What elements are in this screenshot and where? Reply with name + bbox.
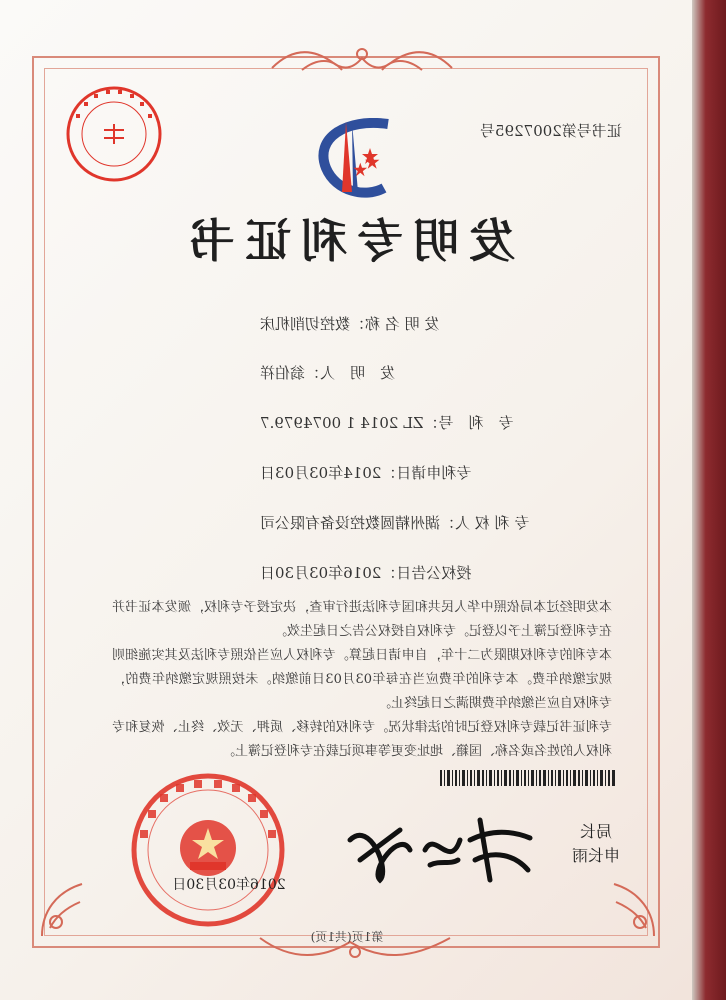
- top-ornament-icon: [262, 44, 462, 78]
- body-paragraph: 本发明经过本局依照中华人民共和国专利法进行审查，决定授予专利权，颁发本证书并在专利登记簿上予以登记。专利权自授权公告之日起生效。: [112, 600, 612, 639]
- director-title: 局长: [580, 822, 613, 841]
- body-paragraph: 专利证书记载专利权登记时的法律状况。专利权的转移、质押、无效、终止、恢复和专利权人的姓名或名称、国籍、地址变更等事项记载在专利登记簿上。: [112, 720, 612, 759]
- field-label: 授权公告日：: [381, 564, 472, 582]
- field-value: 2016年03月30日: [260, 564, 382, 582]
- official-seal-icon: [128, 770, 288, 930]
- seal-date: 2016年03月30日: [172, 877, 286, 893]
- field-value: 翁伯祥: [260, 364, 306, 382]
- field-label: 专 利 号：: [423, 414, 514, 432]
- barcode-icon: [440, 770, 616, 786]
- document-binding-edge: [692, 0, 726, 1000]
- field-patent-number: [260, 412, 620, 433]
- director-name: 申长雨: [572, 846, 621, 865]
- field-application-date: [260, 462, 620, 483]
- field-value: 2014年03月03日: [260, 464, 382, 482]
- certificate-number: 证书号第2007295号: [480, 122, 622, 140]
- page-number: 第1页(共1页): [310, 930, 384, 944]
- director-signature-icon: [340, 810, 540, 890]
- field-value: ZL 2014 1 0074979.7: [260, 414, 424, 432]
- registration-seal-icon: [64, 84, 164, 184]
- field-label: 发 明 人：: [305, 364, 396, 382]
- field-inventor: [260, 362, 620, 383]
- field-label: 专利申请日：: [381, 464, 472, 482]
- patent-office-logo-icon: [296, 118, 406, 202]
- field-label: 专 利 权 人：: [440, 514, 530, 532]
- certificate-title: 发明专利证书: [179, 214, 515, 268]
- body-paragraph: 本专利的专利权期限为二十年，自申请日起算。专利权人应当依照专利法及其实施细则规定缴纳年费。本专利的年费应当在每年03月03日前缴纳。未按照规定缴纳年费的，专利权自应当缴纳年费期满之日起终止。: [112, 648, 612, 711]
- field-value: 湖州精圆数控设备有限公司: [260, 514, 441, 532]
- field-value: 数控切削机床: [260, 315, 351, 333]
- field-invention-name: [260, 313, 620, 334]
- field-label: 发 明 名 称：: [350, 315, 440, 333]
- field-patentee: [260, 512, 620, 533]
- certificate-body: [112, 596, 612, 764]
- director-block: [566, 820, 626, 868]
- field-grant-date: [260, 562, 620, 583]
